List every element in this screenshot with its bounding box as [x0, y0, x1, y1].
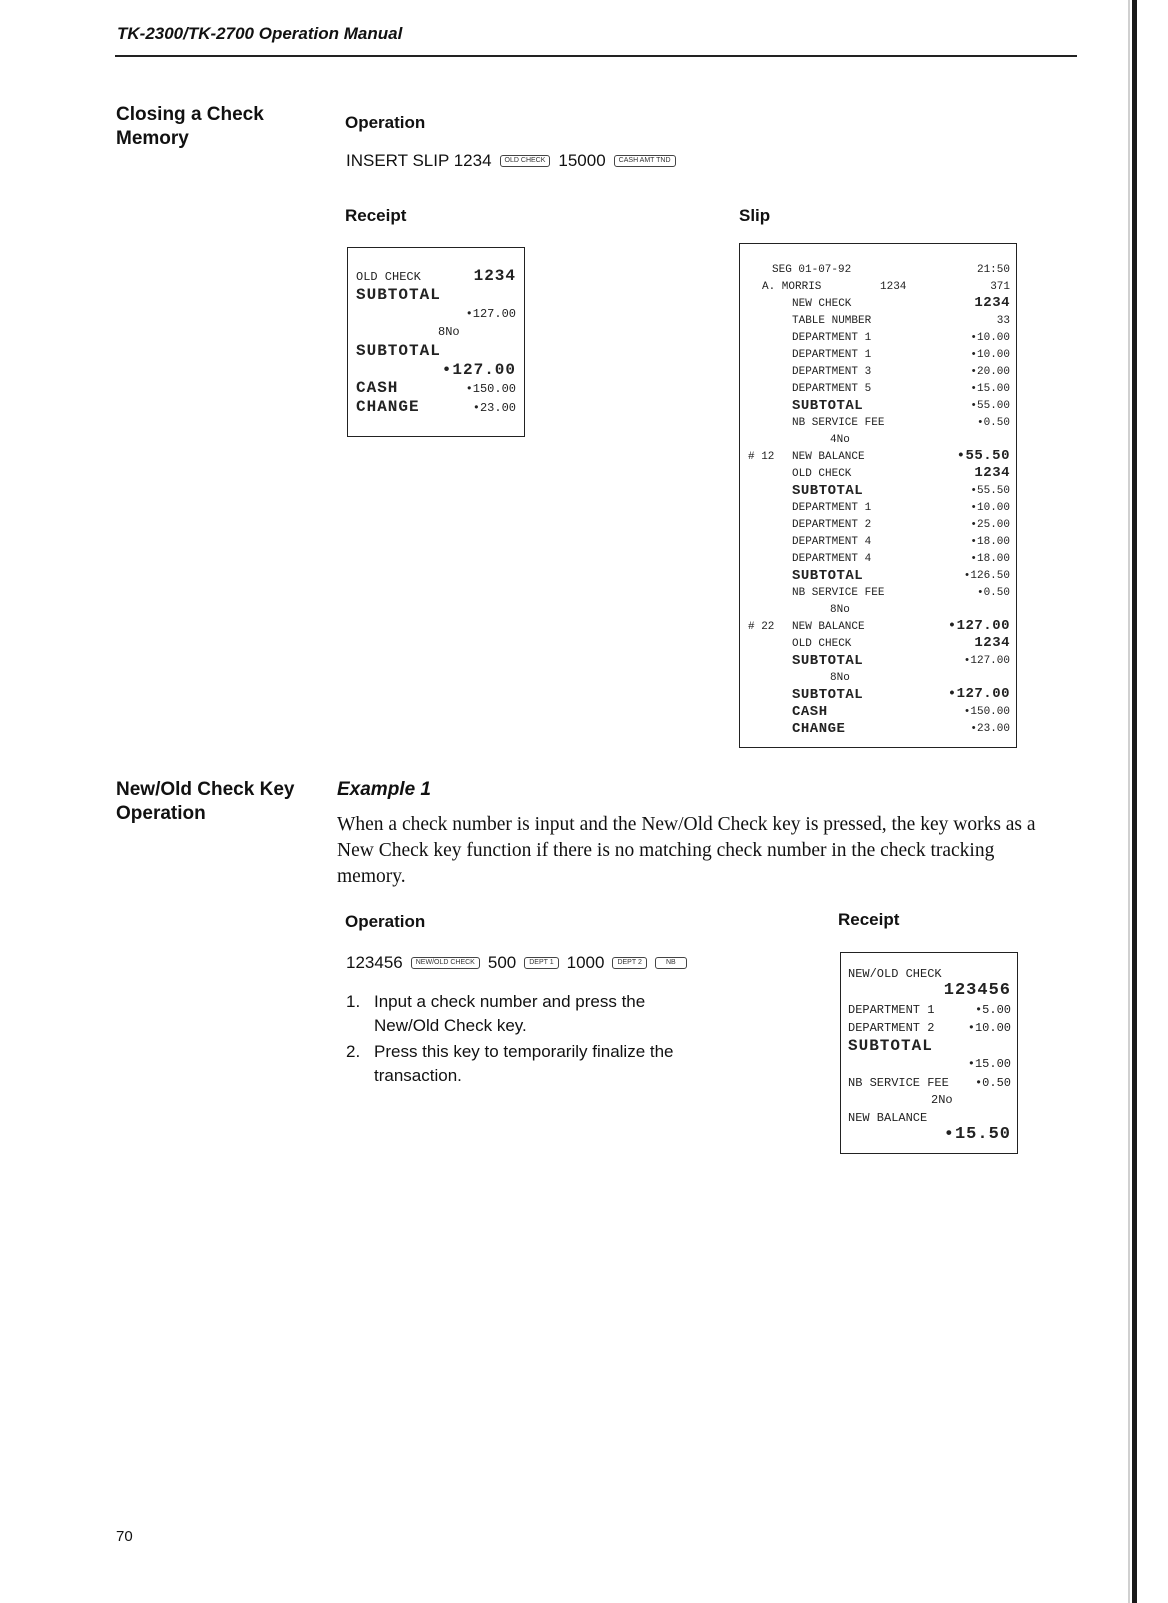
- receipt-line: NEW/OLD CHECK: [848, 967, 942, 981]
- dept1-key-icon: DEPT 1: [524, 957, 558, 969]
- section-title-line: Closing a Check: [116, 104, 264, 125]
- slip-label: NEW BALANCE: [792, 621, 865, 633]
- new-old-check-key-icon: NEW/OLD CHECK: [411, 957, 480, 969]
- slip-label: 4No: [830, 434, 850, 446]
- slip-value: •20.00: [970, 366, 1010, 378]
- slip-value: 1234: [974, 465, 1010, 481]
- receipt-label: Receipt: [345, 206, 407, 225]
- slip-value: •55.50: [956, 448, 1010, 464]
- slip-value: •127.00: [963, 655, 1010, 667]
- receipt-new-old-check: [840, 952, 1018, 1154]
- operation-label: Operation: [345, 113, 426, 132]
- slip-value: •15.00: [970, 383, 1010, 395]
- slip-value: •18.00: [970, 553, 1010, 565]
- operation-sequence: [346, 151, 676, 171]
- slip-label: SUBTOTAL: [792, 687, 864, 703]
- slip-value: •55.50: [970, 485, 1010, 497]
- slip-value: •10.00: [970, 349, 1010, 361]
- receipt-line: SUBTOTAL: [356, 342, 441, 360]
- slip-label: DEPARTMENT 4: [792, 553, 872, 565]
- receipt-closing-check: [347, 247, 525, 437]
- receipt-line: CASH •150.00: [356, 379, 516, 397]
- slip-label: DEPARTMENT 5: [792, 383, 872, 395]
- slip-value: 1234: [974, 295, 1010, 311]
- receipt-line: DEPARTMENT 1 •5.00: [848, 1003, 1011, 1017]
- slip-value: •18.00: [970, 536, 1010, 548]
- section-title-closing: [116, 103, 264, 151]
- slip-label: OLD CHECK: [792, 638, 852, 650]
- receipt-line: •127.00: [441, 361, 516, 379]
- page-number: 70: [116, 1528, 133, 1545]
- slip-value: •0.50: [976, 417, 1010, 429]
- slip-printout: [739, 243, 1017, 748]
- slip-marker: # 22: [748, 621, 775, 633]
- operation-sequence: [346, 953, 687, 973]
- scan-shadow: [1128, 0, 1130, 1603]
- operation-label: Operation: [345, 912, 426, 931]
- slip-value: •127.00: [947, 618, 1010, 634]
- slip-label: DEPARTMENT 1: [792, 502, 872, 514]
- header-rule: [115, 55, 1077, 57]
- step-item: 1. Input a check number and press the New/Old Check key.: [346, 992, 646, 1035]
- operation-text: 1000: [566, 953, 605, 972]
- slip-label: DEPARTMENT 3: [792, 366, 872, 378]
- slip-label: NEW CHECK: [792, 298, 852, 310]
- page-header: TK-2300/TK-2700 Operation Manual: [117, 24, 403, 43]
- slip-line: A. MORRIS: [762, 281, 822, 293]
- nb-key-icon: NB: [655, 957, 687, 969]
- slip-label: NEW BALANCE: [792, 451, 865, 463]
- dept2-key-icon: DEPT 2: [612, 957, 646, 969]
- operation-text: 500: [487, 953, 517, 972]
- section-title-line: New/Old Check Key: [116, 779, 295, 800]
- step-item: 2. Press this key to temporarily finalize the transaction.: [346, 1042, 674, 1085]
- section-title-line: Memory: [116, 128, 189, 149]
- steps-list: [346, 990, 706, 1090]
- slip-label: DEPARTMENT 2: [792, 519, 872, 531]
- slip-label: SUBTOTAL: [792, 398, 864, 414]
- slip-value: •150.00: [963, 706, 1010, 718]
- example-title: Example 1: [337, 779, 431, 800]
- slip-line: 1234: [880, 281, 907, 293]
- slip-marker: # 12: [748, 451, 775, 463]
- operation-text: INSERT SLIP 1234: [346, 151, 492, 170]
- receipt-label: Receipt: [838, 910, 900, 929]
- slip-value: •10.00: [970, 502, 1010, 514]
- slip-value: •126.50: [963, 570, 1010, 582]
- receipt-line: CHANGE •23.00: [356, 398, 516, 416]
- receipt-line: DEPARTMENT 2 •10.00: [848, 1021, 1011, 1035]
- operation-text: 15000: [558, 151, 606, 170]
- receipt-line: •15.00: [967, 1057, 1011, 1071]
- receipt-line: SUBTOTAL: [848, 1037, 933, 1055]
- slip-value: •0.50: [976, 587, 1010, 599]
- receipt-line: •127.00: [465, 307, 516, 321]
- receipt-line: OLD CHECK 1234: [356, 267, 516, 285]
- slip-label: NB SERVICE FEE: [792, 417, 885, 429]
- receipt-line: 123456: [943, 981, 1011, 1000]
- slip-label: SUBTOTAL: [792, 653, 864, 669]
- slip-label: CASH: [792, 704, 828, 720]
- receipt-line: 8No: [438, 325, 460, 339]
- slip-label: SUBTOTAL: [792, 568, 864, 584]
- slip-label: DEPARTMENT 1: [792, 332, 872, 344]
- slip-label: Slip: [739, 206, 771, 225]
- slip-label: TABLE NUMBER: [792, 315, 872, 327]
- slip-value: 1234: [974, 635, 1010, 651]
- slip-label: OLD CHECK: [792, 468, 852, 480]
- slip-label: DEPARTMENT 1: [792, 349, 872, 361]
- section-title-new-old-check: [116, 778, 294, 826]
- example-paragraph: When a check number is input and the New/Old Check key is pressed, the key works as a New Check key function if there is no matching check number in the check tracking memory.: [337, 814, 1036, 887]
- slip-line: 21:50: [976, 264, 1010, 276]
- old-check-key-icon: OLD CHECK: [500, 155, 551, 167]
- receipt-line: SUBTOTAL: [356, 286, 441, 304]
- slip-value: •25.00: [970, 519, 1010, 531]
- slip-label: 8No: [830, 672, 850, 684]
- cash-key-icon: CASH AMT TND: [614, 155, 676, 167]
- slip-label: SUBTOTAL: [792, 483, 864, 499]
- slip-label: DEPARTMENT 4: [792, 536, 872, 548]
- slip-value: •23.00: [970, 723, 1010, 735]
- slip-value: •55.00: [970, 400, 1010, 412]
- scan-edge: [1132, 0, 1137, 1603]
- slip-label: CHANGE: [792, 721, 846, 737]
- slip-value: 33: [996, 315, 1010, 327]
- slip-label: NB SERVICE FEE: [792, 587, 885, 599]
- receipt-line: 2No: [931, 1093, 953, 1107]
- receipt-line: NB SERVICE FEE •0.50: [848, 1076, 1011, 1090]
- section-title-line: Operation: [116, 803, 206, 824]
- operation-text: 123456: [346, 953, 403, 972]
- slip-line: 371: [990, 281, 1010, 293]
- slip-line: SEG 01-07-92: [772, 264, 852, 276]
- slip-value: •127.00: [947, 686, 1010, 702]
- receipt-line: NEW BALANCE: [848, 1111, 928, 1125]
- receipt-line: •15.50: [943, 1125, 1011, 1144]
- slip-value: •10.00: [970, 332, 1010, 344]
- slip-label: 8No: [830, 604, 850, 616]
